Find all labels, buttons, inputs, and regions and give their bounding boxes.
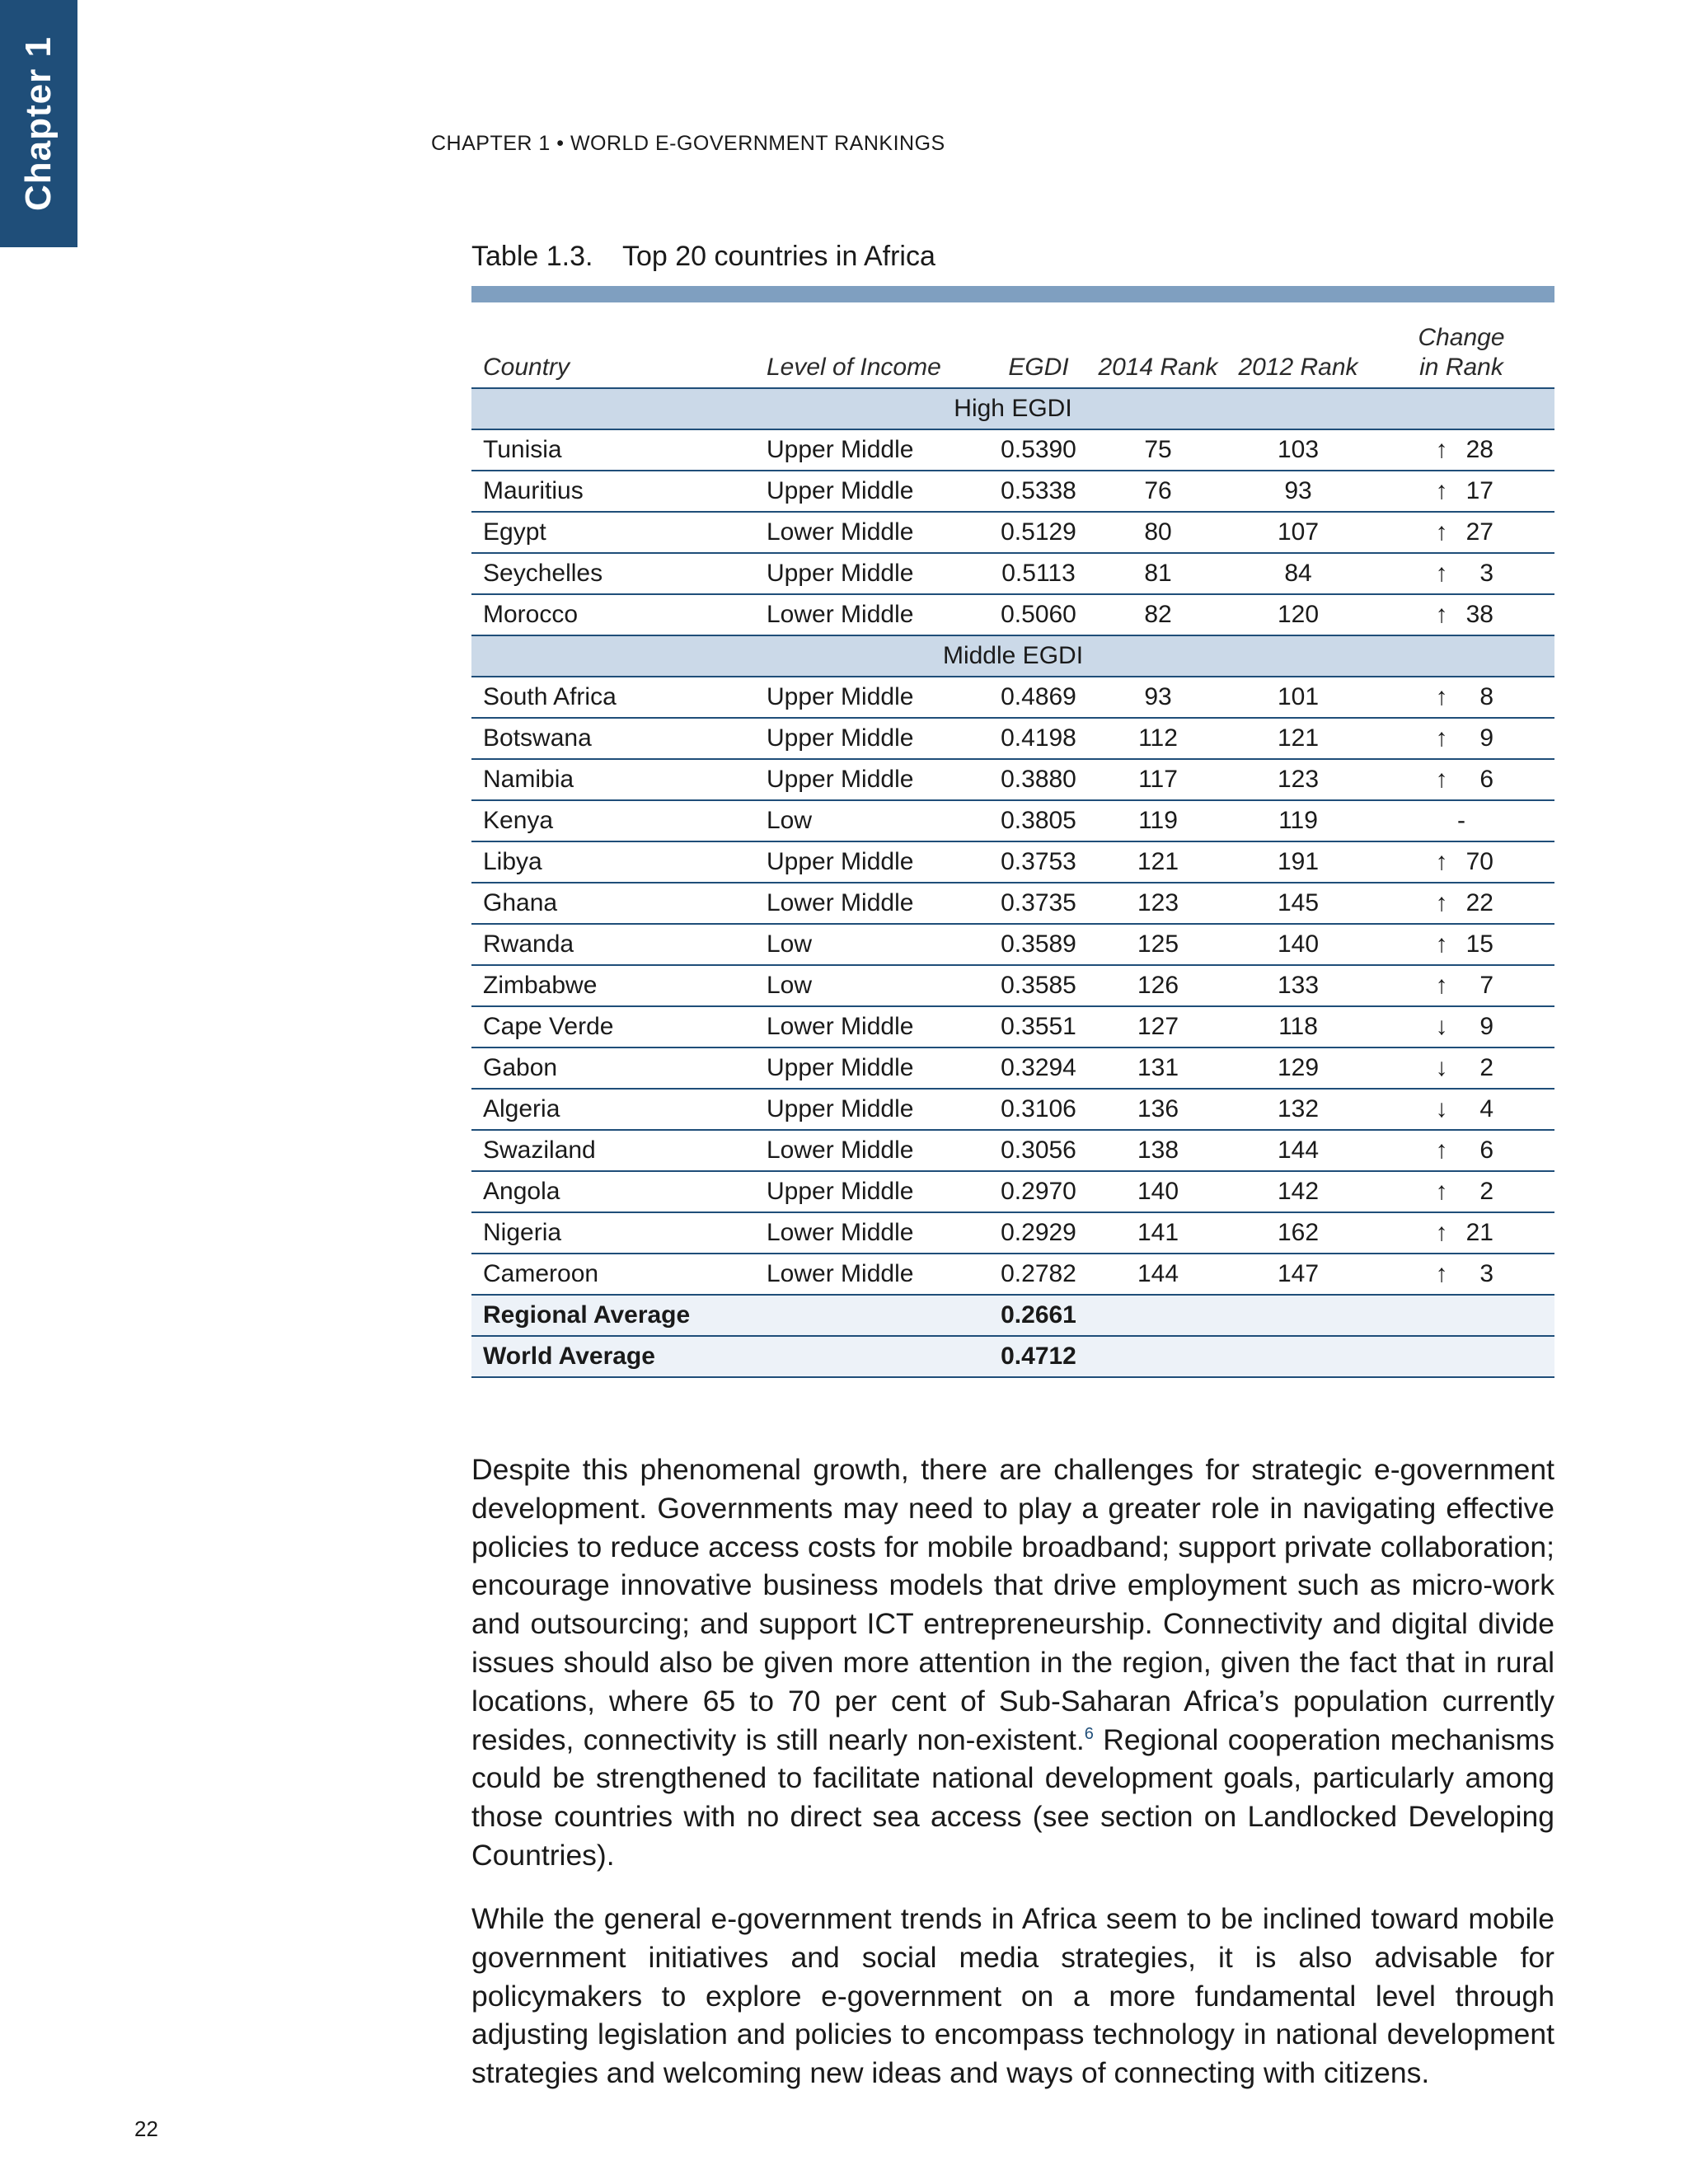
header-egdi: EGDI — [989, 312, 1088, 388]
arrow-up-icon: ↑ — [1435, 972, 1448, 999]
change-value: 3 — [1479, 560, 1493, 587]
average-row — [471, 1295, 1554, 1336]
arrow-up-icon: ↑ — [1435, 930, 1448, 958]
egdi-cell: 0.3880 — [989, 759, 1088, 800]
change-value: 22 — [1465, 889, 1493, 916]
income-cell: Low — [767, 800, 989, 841]
rank-2012-cell: 120 — [1228, 594, 1368, 635]
country-cell: Egypt — [471, 512, 767, 553]
change-cell — [1368, 965, 1554, 1006]
country-cell: Namibia — [471, 759, 767, 800]
table-row — [471, 1212, 1554, 1254]
change-value: 8 — [1479, 683, 1493, 710]
rank-2014-cell: 138 — [1088, 1130, 1228, 1171]
rank-2012-cell: 142 — [1228, 1171, 1368, 1212]
header-income: Level of Income — [767, 312, 989, 388]
country-cell: South Africa — [471, 677, 767, 718]
egdi-cell: 0.3106 — [989, 1089, 1088, 1130]
rank-2012-cell: 93 — [1228, 471, 1368, 512]
change-cell — [1368, 471, 1554, 512]
rank-2014-cell: 121 — [1088, 841, 1228, 883]
country-cell: Morocco — [471, 594, 767, 635]
egdi-cell: 0.3753 — [989, 841, 1088, 883]
income-cell: Lower Middle — [767, 1254, 989, 1295]
rank-2012-cell: 144 — [1228, 1130, 1368, 1171]
income-cell: Upper Middle — [767, 759, 989, 800]
arrow-up-icon: ↑ — [1435, 560, 1448, 587]
income-cell: Upper Middle — [767, 429, 989, 471]
chapter-tab-label: Chapter 1 — [18, 36, 59, 211]
change-value: 2 — [1479, 1054, 1493, 1081]
rank-2014-cell: 93 — [1088, 677, 1228, 718]
table-row — [471, 759, 1554, 800]
country-cell: Cape Verde — [471, 1006, 767, 1047]
country-cell: Algeria — [471, 1089, 767, 1130]
rank-2012-cell: 132 — [1228, 1089, 1368, 1130]
average-label: Regional Average — [471, 1295, 767, 1336]
table-row — [471, 512, 1554, 553]
income-cell: Low — [767, 965, 989, 1006]
arrow-down-icon: ↓ — [1435, 1013, 1448, 1040]
group-label: High EGDI — [471, 388, 1554, 429]
rank-2012-cell: 145 — [1228, 883, 1368, 924]
egdi-cell: 0.5060 — [989, 594, 1088, 635]
arrow-up-icon: ↑ — [1435, 683, 1448, 710]
country-cell: Angola — [471, 1171, 767, 1212]
change-value: 38 — [1465, 601, 1493, 628]
change-cell — [1368, 1254, 1554, 1295]
average-row — [471, 1336, 1554, 1377]
rank-2012-cell: 123 — [1228, 759, 1368, 800]
country-cell: Libya — [471, 841, 767, 883]
table-top-bar — [471, 286, 1554, 302]
empty-cell — [1228, 1336, 1368, 1377]
rank-2012-cell: 162 — [1228, 1212, 1368, 1254]
rank-2014-cell: 125 — [1088, 924, 1228, 965]
change-value: 9 — [1479, 1013, 1493, 1040]
country-cell: Nigeria — [471, 1212, 767, 1254]
header-rank-2014: 2014 Rank — [1088, 312, 1228, 388]
arrow-up-icon: ↑ — [1435, 889, 1448, 916]
egdi-cell: 0.4869 — [989, 677, 1088, 718]
income-cell: Lower Middle — [767, 594, 989, 635]
table-caption-number: Table 1.3. — [471, 241, 593, 272]
rank-2012-cell: 101 — [1228, 677, 1368, 718]
income-cell: Upper Middle — [767, 553, 989, 594]
header-change-line2: in Rank — [1419, 354, 1503, 381]
income-cell: Low — [767, 924, 989, 965]
table-caption-title: Top 20 countries in Africa — [622, 241, 935, 272]
country-cell: Gabon — [471, 1047, 767, 1089]
table-row — [471, 883, 1554, 924]
rank-2012-cell: 147 — [1228, 1254, 1368, 1295]
egdi-cell: 0.2970 — [989, 1171, 1088, 1212]
change-value: 17 — [1465, 477, 1493, 504]
change-cell — [1368, 429, 1554, 471]
country-cell: Cameroon — [471, 1254, 767, 1295]
change-cell — [1368, 512, 1554, 553]
income-cell: Upper Middle — [767, 718, 989, 759]
table-row — [471, 1006, 1554, 1047]
arrow-up-icon: ↑ — [1435, 1260, 1448, 1287]
change-value: 9 — [1479, 724, 1493, 752]
table-row — [471, 1130, 1554, 1171]
empty-cell — [1368, 1336, 1554, 1377]
header-change-line1: Change — [1418, 324, 1505, 351]
table-caption — [471, 241, 935, 273]
change-value: 2 — [1479, 1178, 1493, 1205]
paragraph-1-text-a: Despite this phenomenal growth, there are challenges for strategic e-government development. Governments may need to play a greater role in navigating effective policies to reduce access costs for mobile broadband; support private collaboration; encourage innovative business models that drive employment such as micro-work and outsourcing; and support ICT entrepreneurship. Connectivity and digital divide issues should also be given more attention in the region, given the fact that in rural locations, where 65 to 70 per cent of Sub-Saharan Africa’s population currently resides, connectivity is still nearly non-existent. — [471, 1453, 1554, 1756]
empty-cell — [767, 1295, 989, 1336]
table-row — [471, 800, 1554, 841]
change-cell — [1368, 1130, 1554, 1171]
change-value: 21 — [1465, 1219, 1493, 1246]
arrow-down-icon: ↓ — [1435, 1095, 1448, 1122]
table-row — [471, 1047, 1554, 1089]
rank-2012-cell: 133 — [1228, 965, 1368, 1006]
change-cell — [1368, 1212, 1554, 1254]
country-cell: Mauritius — [471, 471, 767, 512]
change-cell — [1368, 883, 1554, 924]
rank-2014-cell: 140 — [1088, 1171, 1228, 1212]
empty-cell — [1368, 1295, 1554, 1336]
rank-2014-cell: 75 — [1088, 429, 1228, 471]
rank-2014-cell: 126 — [1088, 965, 1228, 1006]
change-cell — [1368, 1089, 1554, 1130]
group-header-row — [471, 388, 1554, 429]
rank-2012-cell: 191 — [1228, 841, 1368, 883]
rank-2012-cell: 118 — [1228, 1006, 1368, 1047]
change-value: 27 — [1465, 518, 1493, 546]
paragraph-2-text: While the general e-government trends in Africa seem to be inclined toward mobile government initiatives and social media strategies, it is also advisable for policymakers to explore e-government on a more fundamental level through adjusting legislation and policies to encompass technology in national development strategies and welcoming new ideas and ways of connecting with citizens. — [471, 1902, 1554, 2090]
rank-2012-cell: 140 — [1228, 924, 1368, 965]
rank-2012-cell: 119 — [1228, 800, 1368, 841]
egdi-cell: 0.3056 — [989, 1130, 1088, 1171]
table-row — [471, 429, 1554, 471]
egdi-cell: 0.3585 — [989, 965, 1088, 1006]
egdi-cell: 0.3551 — [989, 1006, 1088, 1047]
empty-cell — [1228, 1295, 1368, 1336]
country-cell: Ghana — [471, 883, 767, 924]
income-cell: Upper Middle — [767, 1089, 989, 1130]
income-cell: Upper Middle — [767, 1171, 989, 1212]
egdi-cell: 0.5129 — [989, 512, 1088, 553]
income-cell: Lower Middle — [767, 1212, 989, 1254]
egdi-cell: 0.3589 — [989, 924, 1088, 965]
change-cell — [1368, 1171, 1554, 1212]
rank-2012-cell: 129 — [1228, 1047, 1368, 1089]
rank-2014-cell: 123 — [1088, 883, 1228, 924]
arrow-up-icon: ↑ — [1435, 766, 1448, 793]
running-head: CHAPTER 1 • WORLD E-GOVERNMENT RANKINGS — [431, 132, 945, 155]
country-cell: Rwanda — [471, 924, 767, 965]
table-row — [471, 924, 1554, 965]
income-cell: Lower Middle — [767, 1006, 989, 1047]
africa-egdi-table — [471, 312, 1554, 1378]
body-paragraph-1 — [471, 1451, 1554, 1875]
income-cell: Upper Middle — [767, 841, 989, 883]
chapter-side-tab — [0, 0, 77, 247]
page-number: 22 — [134, 2116, 158, 2141]
table-row — [471, 718, 1554, 759]
egdi-cell: 0.4198 — [989, 718, 1088, 759]
change-value: 4 — [1479, 1095, 1493, 1122]
rank-2014-cell: 136 — [1088, 1089, 1228, 1130]
arrow-up-icon: ↑ — [1435, 848, 1448, 875]
arrow-up-icon: ↑ — [1435, 1219, 1448, 1246]
egdi-cell: 0.3735 — [989, 883, 1088, 924]
table-row — [471, 1254, 1554, 1295]
arrow-up-icon: ↑ — [1435, 477, 1448, 504]
rank-2014-cell: 119 — [1088, 800, 1228, 841]
income-cell: Upper Middle — [767, 1047, 989, 1089]
arrow-down-icon: ↓ — [1435, 1054, 1448, 1081]
change-cell — [1368, 718, 1554, 759]
arrow-up-icon: ↑ — [1435, 436, 1448, 463]
group-header-row — [471, 635, 1554, 677]
rank-2014-cell: 127 — [1088, 1006, 1228, 1047]
egdi-cell: 0.5113 — [989, 553, 1088, 594]
change-value: 70 — [1465, 848, 1493, 875]
rank-2014-cell: 81 — [1088, 553, 1228, 594]
change-value: 28 — [1465, 436, 1493, 463]
table-row — [471, 471, 1554, 512]
paragraph-1-text-b: Regional cooperation mechanisms could be strengthened to facilitate national development goals, particularly among those countries with no direct sea access (see section on Landlocked Developing Countries). — [471, 1722, 1554, 1872]
rank-2012-cell: 107 — [1228, 512, 1368, 553]
header-rank-2012: 2012 Rank — [1228, 312, 1368, 388]
rank-2012-cell: 84 — [1228, 553, 1368, 594]
rank-2014-cell: 76 — [1088, 471, 1228, 512]
average-egdi: 0.4712 — [989, 1336, 1088, 1377]
rank-2014-cell: 141 — [1088, 1212, 1228, 1254]
change-value: 15 — [1465, 930, 1493, 958]
table-header-row — [471, 312, 1554, 388]
change-value: 6 — [1479, 1137, 1493, 1164]
change-value: 3 — [1479, 1260, 1493, 1287]
body-paragraph-2 — [471, 1900, 1554, 2093]
change-cell — [1368, 553, 1554, 594]
rank-2014-cell: 131 — [1088, 1047, 1228, 1089]
header-change — [1368, 312, 1554, 388]
header-country: Country — [471, 312, 767, 388]
table-row — [471, 677, 1554, 718]
change-cell — [1368, 924, 1554, 965]
arrow-up-icon: ↑ — [1435, 518, 1448, 546]
country-cell: Seychelles — [471, 553, 767, 594]
change-cell — [1368, 841, 1554, 883]
egdi-cell: 0.5338 — [989, 471, 1088, 512]
rank-2014-cell: 144 — [1088, 1254, 1228, 1295]
egdi-cell: 0.2929 — [989, 1212, 1088, 1254]
table-row — [471, 1171, 1554, 1212]
country-cell: Swaziland — [471, 1130, 767, 1171]
rank-2014-cell: 80 — [1088, 512, 1228, 553]
average-label: World Average — [471, 1336, 767, 1377]
change-cell — [1368, 594, 1554, 635]
change-cell — [1368, 1047, 1554, 1089]
rank-2012-cell: 103 — [1228, 429, 1368, 471]
table-row — [471, 841, 1554, 883]
rank-2014-cell: 117 — [1088, 759, 1228, 800]
empty-cell — [1088, 1295, 1228, 1336]
country-cell: Tunisia — [471, 429, 767, 471]
country-cell: Zimbabwe — [471, 965, 767, 1006]
footnote-marker[interactable]: 6 — [1084, 1724, 1094, 1743]
change-value: 7 — [1479, 972, 1493, 999]
change-cell — [1368, 1006, 1554, 1047]
table-body — [471, 388, 1554, 1377]
arrow-up-icon: ↑ — [1435, 1178, 1448, 1205]
country-cell: Kenya — [471, 800, 767, 841]
arrow-up-icon: ↑ — [1435, 1137, 1448, 1164]
rank-2012-cell: 121 — [1228, 718, 1368, 759]
rank-2014-cell: 82 — [1088, 594, 1228, 635]
change-cell: - — [1368, 800, 1554, 841]
rank-2014-cell: 112 — [1088, 718, 1228, 759]
egdi-cell: 0.2782 — [989, 1254, 1088, 1295]
table-row — [471, 594, 1554, 635]
arrow-up-icon: ↑ — [1435, 601, 1448, 628]
empty-cell — [767, 1336, 989, 1377]
egdi-cell: 0.3294 — [989, 1047, 1088, 1089]
income-cell: Lower Middle — [767, 1130, 989, 1171]
empty-cell — [1088, 1336, 1228, 1377]
egdi-cell: 0.5390 — [989, 429, 1088, 471]
egdi-cell: 0.3805 — [989, 800, 1088, 841]
arrow-up-icon: ↑ — [1435, 724, 1448, 752]
income-cell: Lower Middle — [767, 512, 989, 553]
change-cell — [1368, 759, 1554, 800]
country-cell: Botswana — [471, 718, 767, 759]
table-row — [471, 1089, 1554, 1130]
group-label: Middle EGDI — [471, 635, 1554, 677]
change-value: 6 — [1479, 766, 1493, 793]
table-row — [471, 965, 1554, 1006]
income-cell: Lower Middle — [767, 883, 989, 924]
change-cell — [1368, 677, 1554, 718]
average-egdi: 0.2661 — [989, 1295, 1088, 1336]
table-row — [471, 553, 1554, 594]
income-cell: Upper Middle — [767, 677, 989, 718]
income-cell: Upper Middle — [767, 471, 989, 512]
